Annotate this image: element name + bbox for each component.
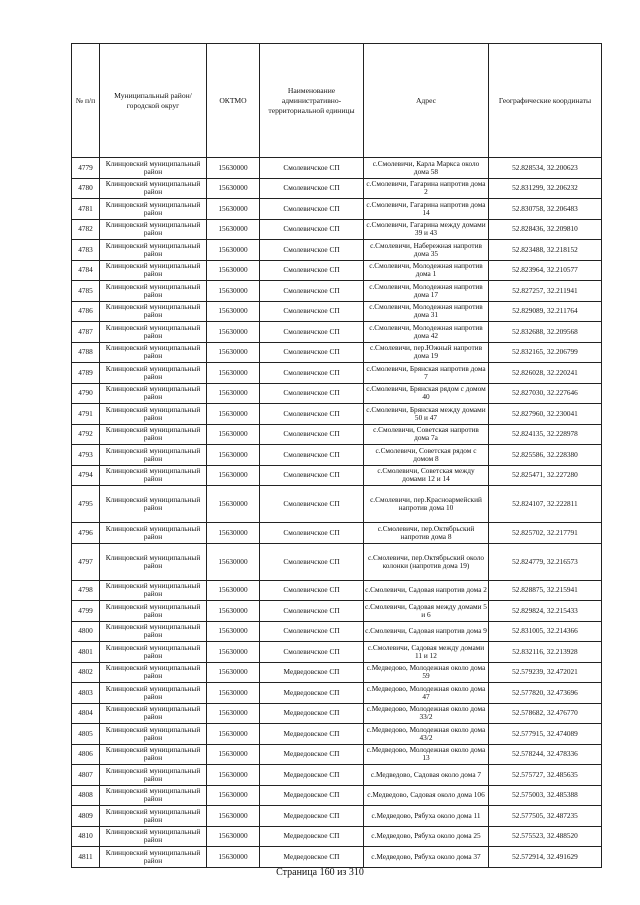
cell-district: Клинцовский муниципальный район bbox=[100, 806, 207, 827]
cell-address: с.Смолевичи, пер.Красноармейский напротив дома 10 bbox=[364, 486, 489, 523]
cell-coords: 52.825702, 32.217791 bbox=[489, 523, 602, 544]
cell-district: Клинцовский муниципальный район bbox=[100, 465, 207, 486]
cell-coords: 52.578244, 32.478336 bbox=[489, 744, 602, 765]
cell-address: с.Смолевичи, Советская напротив дома 7а bbox=[364, 424, 489, 445]
cell-coords: 52.831299, 32.206232 bbox=[489, 178, 602, 199]
cell-unit: Смолевичское СП bbox=[260, 281, 364, 302]
cell-coords: 52.575523, 32.488520 bbox=[489, 826, 602, 847]
cell-oktmo: 15630000 bbox=[207, 486, 260, 523]
table-row bbox=[72, 322, 602, 343]
table-row bbox=[72, 703, 602, 724]
cell-address: с.Смолевичи, Брянская рядом с домом 40 bbox=[364, 383, 489, 404]
cell-district: Клинцовский муниципальный район bbox=[100, 662, 207, 683]
cell-oktmo: 15630000 bbox=[207, 724, 260, 745]
cell-num: 4797 bbox=[72, 543, 100, 580]
page-footer: Страница 160 из 310 bbox=[276, 867, 364, 878]
cell-district: Клинцовский муниципальный район bbox=[100, 404, 207, 425]
cell-coords: 52.575727, 32.485635 bbox=[489, 765, 602, 786]
table-row bbox=[72, 219, 602, 240]
cell-unit: Смолевичское СП bbox=[260, 486, 364, 523]
cell-oktmo: 15630000 bbox=[207, 826, 260, 847]
cell-oktmo: 15630000 bbox=[207, 601, 260, 622]
cell-district: Клинцовский муниципальный район bbox=[100, 601, 207, 622]
cell-oktmo: 15630000 bbox=[207, 301, 260, 322]
cell-num: 4779 bbox=[72, 158, 100, 179]
cell-oktmo: 15630000 bbox=[207, 199, 260, 220]
cell-district: Клинцовский муниципальный район bbox=[100, 199, 207, 220]
table-row bbox=[72, 765, 602, 786]
cell-address: с.Медведово, Молодежная около дома 59 bbox=[364, 662, 489, 683]
addresses-table bbox=[71, 43, 602, 868]
table-row bbox=[72, 580, 602, 601]
cell-unit: Смолевичское СП bbox=[260, 445, 364, 466]
cell-coords: 52.827030, 32.227646 bbox=[489, 383, 602, 404]
cell-unit: Смолевичское СП bbox=[260, 621, 364, 642]
cell-oktmo: 15630000 bbox=[207, 240, 260, 261]
cell-coords: 52.577820, 32.473696 bbox=[489, 683, 602, 704]
cell-coords: 52.832688, 32.209568 bbox=[489, 322, 602, 343]
cell-district: Клинцовский муниципальный район bbox=[100, 219, 207, 240]
cell-num: 4803 bbox=[72, 683, 100, 704]
cell-unit: Медведовское СП bbox=[260, 724, 364, 745]
cell-oktmo: 15630000 bbox=[207, 342, 260, 363]
table-row bbox=[72, 826, 602, 847]
cell-district: Клинцовский муниципальный район bbox=[100, 445, 207, 466]
cell-coords: 52.824135, 32.228978 bbox=[489, 424, 602, 445]
cell-coords: 52.832116, 32.213928 bbox=[489, 642, 602, 663]
cell-unit: Смолевичское СП bbox=[260, 322, 364, 343]
cell-coords: 52.823964, 32.210577 bbox=[489, 260, 602, 281]
cell-num: 4795 bbox=[72, 486, 100, 523]
cell-address: с.Смолевичи, пер.Октябрьский около колонки (напротив дома 19) bbox=[364, 543, 489, 580]
cell-num: 4806 bbox=[72, 744, 100, 765]
cell-oktmo: 15630000 bbox=[207, 847, 260, 868]
cell-num: 4791 bbox=[72, 404, 100, 425]
cell-num: 4782 bbox=[72, 219, 100, 240]
cell-oktmo: 15630000 bbox=[207, 465, 260, 486]
cell-coords: 52.823488, 32.218152 bbox=[489, 240, 602, 261]
cell-address: с.Медведово, Молодежная около дома 47 bbox=[364, 683, 489, 704]
table-row bbox=[72, 342, 602, 363]
cell-address: с.Смолевичи, Молодежная напротив дома 1 bbox=[364, 260, 489, 281]
cell-address: с.Смолевичи, пер.Октябрьский напротив дома 8 bbox=[364, 523, 489, 544]
cell-address: с.Смолевичи, Гагарина напротив дома 14 bbox=[364, 199, 489, 220]
cell-address: с.Смолевичи, Садовая напротив дома 9 bbox=[364, 621, 489, 642]
cell-district: Клинцовский муниципальный район bbox=[100, 424, 207, 445]
cell-oktmo: 15630000 bbox=[207, 404, 260, 425]
cell-district: Клинцовский муниципальный район bbox=[100, 158, 207, 179]
header-row bbox=[72, 44, 602, 158]
table-body bbox=[72, 158, 602, 868]
table-row bbox=[72, 404, 602, 425]
cell-address: с.Смолевичи, Брянская между домами 50 и 47 bbox=[364, 404, 489, 425]
cell-oktmo: 15630000 bbox=[207, 424, 260, 445]
cell-unit: Медведовское СП bbox=[260, 703, 364, 724]
cell-district: Клинцовский муниципальный район bbox=[100, 580, 207, 601]
cell-oktmo: 15630000 bbox=[207, 785, 260, 806]
cell-address: с.Смолевичи, Садовая между домами 5 и 6 bbox=[364, 601, 489, 622]
cell-address: с.Медведово, Садовая около дома 106 bbox=[364, 785, 489, 806]
cell-district: Клинцовский муниципальный район bbox=[100, 826, 207, 847]
cell-unit: Смолевичское СП bbox=[260, 383, 364, 404]
table-row bbox=[72, 383, 602, 404]
cell-unit: Смолевичское СП bbox=[260, 301, 364, 322]
cell-num: 4796 bbox=[72, 523, 100, 544]
cell-unit: Смолевичское СП bbox=[260, 404, 364, 425]
cell-coords: 52.830758, 32.206483 bbox=[489, 199, 602, 220]
cell-district: Клинцовский муниципальный район bbox=[100, 785, 207, 806]
cell-address: с.Смолевичи, Гагарина напротив дома 2 bbox=[364, 178, 489, 199]
cell-unit: Смолевичское СП bbox=[260, 199, 364, 220]
cell-num: 4789 bbox=[72, 363, 100, 384]
cell-unit: Медведовское СП bbox=[260, 847, 364, 868]
table-row bbox=[72, 445, 602, 466]
table-row bbox=[72, 424, 602, 445]
cell-address: с.Смолевичи, Советская рядом с домом 8 bbox=[364, 445, 489, 466]
cell-oktmo: 15630000 bbox=[207, 158, 260, 179]
table-row bbox=[72, 744, 602, 765]
cell-num: 4781 bbox=[72, 199, 100, 220]
cell-num: 4807 bbox=[72, 765, 100, 786]
cell-coords: 52.826028, 32.220241 bbox=[489, 363, 602, 384]
cell-num: 4805 bbox=[72, 724, 100, 745]
cell-oktmo: 15630000 bbox=[207, 642, 260, 663]
cell-district: Клинцовский муниципальный район bbox=[100, 281, 207, 302]
cell-num: 4809 bbox=[72, 806, 100, 827]
cell-num: 4798 bbox=[72, 580, 100, 601]
cell-district: Клинцовский муниципальный район bbox=[100, 342, 207, 363]
table-row bbox=[72, 486, 602, 523]
cell-oktmo: 15630000 bbox=[207, 765, 260, 786]
cell-unit: Смолевичское СП bbox=[260, 219, 364, 240]
header-municipality: Муниципальный район/городской округ bbox=[100, 44, 207, 158]
table-row bbox=[72, 260, 602, 281]
cell-unit: Смолевичское СП bbox=[260, 240, 364, 261]
cell-unit: Смолевичское СП bbox=[260, 178, 364, 199]
cell-coords: 52.828534, 32.200623 bbox=[489, 158, 602, 179]
cell-district: Клинцовский муниципальный район bbox=[100, 363, 207, 384]
cell-address: с.Медведово, Молодежная около дома 13 bbox=[364, 744, 489, 765]
header-unit: Наименование административно-территориальной единицы bbox=[260, 44, 364, 158]
cell-district: Клинцовский муниципальный район bbox=[100, 301, 207, 322]
cell-unit: Смолевичское СП bbox=[260, 543, 364, 580]
cell-unit: Смолевичское СП bbox=[260, 424, 364, 445]
cell-address: с.Медведово, Садовая около дома 7 bbox=[364, 765, 489, 786]
cell-district: Клинцовский муниципальный район bbox=[100, 642, 207, 663]
cell-unit: Смолевичское СП bbox=[260, 642, 364, 663]
cell-unit: Медведовское СП bbox=[260, 806, 364, 827]
cell-coords: 52.827960, 32.230041 bbox=[489, 404, 602, 425]
cell-district: Клинцовский муниципальный район bbox=[100, 523, 207, 544]
table-row bbox=[72, 199, 602, 220]
cell-num: 4784 bbox=[72, 260, 100, 281]
cell-unit: Смолевичское СП bbox=[260, 363, 364, 384]
table-row bbox=[72, 465, 602, 486]
cell-district: Клинцовский муниципальный район bbox=[100, 240, 207, 261]
table-row bbox=[72, 724, 602, 745]
cell-address: с.Медведово, Молодежная около дома 33/2 bbox=[364, 703, 489, 724]
cell-num: 4810 bbox=[72, 826, 100, 847]
cell-oktmo: 15630000 bbox=[207, 281, 260, 302]
table-row bbox=[72, 240, 602, 261]
table-row bbox=[72, 543, 602, 580]
cell-coords: 52.827257, 32.211941 bbox=[489, 281, 602, 302]
cell-coords: 52.825586, 32.228380 bbox=[489, 445, 602, 466]
cell-num: 4811 bbox=[72, 847, 100, 868]
cell-num: 4802 bbox=[72, 662, 100, 683]
cell-address: с.Смолевичи, Садовая напротив дома 2 bbox=[364, 580, 489, 601]
cell-coords: 52.824107, 32.222811 bbox=[489, 486, 602, 523]
cell-num: 4793 bbox=[72, 445, 100, 466]
header-oktmo: ОКТМО bbox=[207, 44, 260, 158]
cell-oktmo: 15630000 bbox=[207, 260, 260, 281]
cell-address: с.Смолевичи, Молодежная напротив дома 42 bbox=[364, 322, 489, 343]
header-coords: Географические координаты bbox=[489, 44, 602, 158]
cell-district: Клинцовский муниципальный район bbox=[100, 383, 207, 404]
cell-coords: 52.829824, 32.215433 bbox=[489, 601, 602, 622]
cell-num: 4788 bbox=[72, 342, 100, 363]
table-row bbox=[72, 178, 602, 199]
table-row bbox=[72, 523, 602, 544]
cell-oktmo: 15630000 bbox=[207, 363, 260, 384]
table-row bbox=[72, 683, 602, 704]
cell-unit: Медведовское СП bbox=[260, 683, 364, 704]
cell-unit: Смолевичское СП bbox=[260, 158, 364, 179]
cell-oktmo: 15630000 bbox=[207, 178, 260, 199]
table-row bbox=[72, 601, 602, 622]
table-row bbox=[72, 642, 602, 663]
cell-num: 4787 bbox=[72, 322, 100, 343]
cell-oktmo: 15630000 bbox=[207, 523, 260, 544]
cell-oktmo: 15630000 bbox=[207, 683, 260, 704]
header-num: № п/п bbox=[72, 44, 100, 158]
cell-oktmo: 15630000 bbox=[207, 322, 260, 343]
table-row bbox=[72, 662, 602, 683]
cell-coords: 52.824779, 32.216573 bbox=[489, 543, 602, 580]
cell-unit: Смолевичское СП bbox=[260, 465, 364, 486]
cell-oktmo: 15630000 bbox=[207, 703, 260, 724]
table-row bbox=[72, 281, 602, 302]
cell-coords: 52.831005, 32.214366 bbox=[489, 621, 602, 642]
table-row bbox=[72, 301, 602, 322]
cell-num: 4786 bbox=[72, 301, 100, 322]
cell-unit: Медведовское СП bbox=[260, 826, 364, 847]
cell-num: 4808 bbox=[72, 785, 100, 806]
cell-num: 4783 bbox=[72, 240, 100, 261]
cell-num: 4790 bbox=[72, 383, 100, 404]
cell-unit: Смолевичское СП bbox=[260, 342, 364, 363]
cell-district: Клинцовский муниципальный район bbox=[100, 744, 207, 765]
cell-coords: 52.825471, 32.227280 bbox=[489, 465, 602, 486]
table-row bbox=[72, 847, 602, 868]
cell-address: с.Смолевичи, Карла Маркса около дома 58 bbox=[364, 158, 489, 179]
cell-oktmo: 15630000 bbox=[207, 580, 260, 601]
cell-unit: Смолевичское СП bbox=[260, 523, 364, 544]
cell-coords: 52.577505, 32.487235 bbox=[489, 806, 602, 827]
cell-district: Клинцовский муниципальный район bbox=[100, 178, 207, 199]
cell-district: Клинцовский муниципальный район bbox=[100, 621, 207, 642]
cell-oktmo: 15630000 bbox=[207, 543, 260, 580]
cell-oktmo: 15630000 bbox=[207, 219, 260, 240]
header-address: Адрес bbox=[364, 44, 489, 158]
cell-address: с.Смолевичи, Набережная напротив дома 35 bbox=[364, 240, 489, 261]
cell-district: Клинцовский муниципальный район bbox=[100, 322, 207, 343]
cell-district: Клинцовский муниципальный район bbox=[100, 543, 207, 580]
table-row bbox=[72, 621, 602, 642]
cell-unit: Медведовское СП bbox=[260, 765, 364, 786]
cell-coords: 52.832165, 32.206799 bbox=[489, 342, 602, 363]
cell-address: с.Смолевичи, пер.Южный напротив дома 19 bbox=[364, 342, 489, 363]
cell-num: 4800 bbox=[72, 621, 100, 642]
cell-district: Клинцовский муниципальный район bbox=[100, 847, 207, 868]
cell-address: с.Медведово, Рябуха около дома 37 bbox=[364, 847, 489, 868]
cell-num: 4792 bbox=[72, 424, 100, 445]
cell-oktmo: 15630000 bbox=[207, 662, 260, 683]
cell-district: Клинцовский муниципальный район bbox=[100, 703, 207, 724]
cell-unit: Медведовское СП bbox=[260, 785, 364, 806]
cell-district: Клинцовский муниципальный район bbox=[100, 724, 207, 745]
cell-oktmo: 15630000 bbox=[207, 621, 260, 642]
cell-num: 4801 bbox=[72, 642, 100, 663]
cell-coords: 52.828436, 32.209810 bbox=[489, 219, 602, 240]
cell-unit: Медведовское СП bbox=[260, 744, 364, 765]
table-row bbox=[72, 158, 602, 179]
cell-oktmo: 15630000 bbox=[207, 445, 260, 466]
table-row bbox=[72, 806, 602, 827]
cell-address: с.Смолевичи, Садовая между домами 11 и 12 bbox=[364, 642, 489, 663]
cell-unit: Смолевичское СП bbox=[260, 580, 364, 601]
cell-num: 4794 bbox=[72, 465, 100, 486]
table-row bbox=[72, 363, 602, 384]
cell-address: с.Смолевичи, Советская между домами 12 и 14 bbox=[364, 465, 489, 486]
cell-oktmo: 15630000 bbox=[207, 744, 260, 765]
cell-address: с.Смолевичи, Гагарина между домами 39 и 43 bbox=[364, 219, 489, 240]
cell-coords: 52.575003, 32.485388 bbox=[489, 785, 602, 806]
cell-address: с.Смолевичи, Молодежная напротив дома 17 bbox=[364, 281, 489, 302]
cell-address: с.Смолевичи, Молодежная напротив дома 31 bbox=[364, 301, 489, 322]
cell-num: 4799 bbox=[72, 601, 100, 622]
cell-coords: 52.828875, 32.215941 bbox=[489, 580, 602, 601]
cell-coords: 52.578682, 32.476770 bbox=[489, 703, 602, 724]
cell-district: Клинцовский муниципальный район bbox=[100, 486, 207, 523]
cell-coords: 52.829089, 32.211764 bbox=[489, 301, 602, 322]
table-header bbox=[72, 44, 602, 158]
cell-coords: 52.577915, 32.474089 bbox=[489, 724, 602, 745]
cell-district: Клинцовский муниципальный район bbox=[100, 765, 207, 786]
cell-num: 4804 bbox=[72, 703, 100, 724]
cell-unit: Медведовское СП bbox=[260, 662, 364, 683]
cell-district: Клинцовский муниципальный район bbox=[100, 683, 207, 704]
cell-oktmo: 15630000 bbox=[207, 383, 260, 404]
cell-district: Клинцовский муниципальный район bbox=[100, 260, 207, 281]
cell-address: с.Смолевичи, Брянская напротив дома 7 bbox=[364, 363, 489, 384]
cell-oktmo: 15630000 bbox=[207, 806, 260, 827]
cell-num: 4780 bbox=[72, 178, 100, 199]
cell-unit: Смолевичское СП bbox=[260, 260, 364, 281]
cell-address: с.Медведово, Рябуха около дома 25 bbox=[364, 826, 489, 847]
table-row bbox=[72, 785, 602, 806]
cell-num: 4785 bbox=[72, 281, 100, 302]
cell-address: с.Медведово, Рябуха около дома 11 bbox=[364, 806, 489, 827]
cell-address: с.Медведово, Молодежная около дома 43/2 bbox=[364, 724, 489, 745]
cell-unit: Смолевичское СП bbox=[260, 601, 364, 622]
cell-coords: 52.572914, 32.491629 bbox=[489, 847, 602, 868]
cell-coords: 52.579239, 32.472021 bbox=[489, 662, 602, 683]
